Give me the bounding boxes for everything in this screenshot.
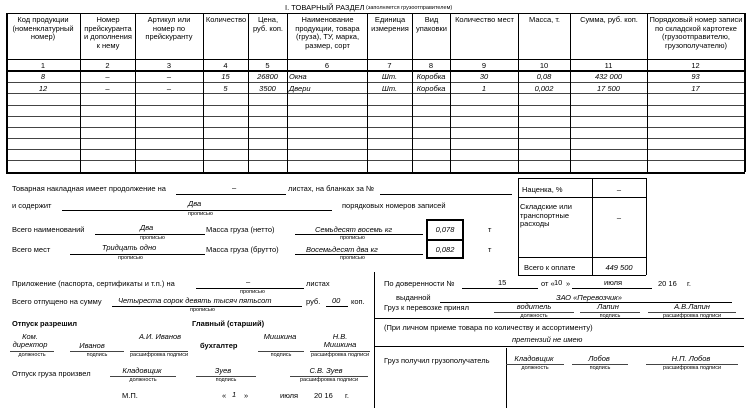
table-row-2-article: – [166, 84, 172, 93]
table-row-1-code: 8 [40, 72, 46, 81]
net-caption: прописью [340, 235, 365, 241]
contains-label: и содержит [12, 201, 52, 210]
col-header-unit: Единица измерения [371, 15, 409, 33]
continuation-label: Товарная накладная имеет продолжение на [12, 184, 166, 193]
release-position: Ком. директор [12, 332, 48, 350]
table-row-2-record: 17 [691, 84, 700, 93]
accepted-label: Груз к перевозке принял [384, 303, 469, 312]
col-num: 6 [324, 61, 330, 70]
issued-label: выданной [396, 293, 431, 302]
names-label: Всего наименований [12, 225, 85, 234]
table-row-1-price: 26800 [257, 72, 278, 81]
table-row-1-places: 30 [479, 72, 489, 81]
col-header-qty: Количество [205, 15, 247, 24]
made-position-caption: должность [129, 377, 157, 383]
col-num: 8 [428, 61, 434, 70]
stamp-mp: М.П. [122, 391, 138, 400]
release-fio: А.И. Иванов [138, 332, 182, 341]
release-fio-caption: расшифровка подписи [129, 352, 189, 358]
col-num: 9 [481, 61, 487, 70]
contains-tail: порядковых номеров записей [342, 201, 446, 210]
table-row-1-article: – [166, 72, 172, 81]
proxy-number: 15 [498, 278, 507, 287]
release-position-caption: должность [18, 352, 46, 358]
shipped-rub: руб. [306, 297, 321, 306]
col-header-mass: Масса, т. [528, 15, 561, 24]
proxy-from: от « [541, 279, 555, 288]
accepted-sign: Лапин [597, 302, 619, 311]
release-sign: Иванов [79, 341, 105, 350]
col-header-name: Наименование продукции, товара (груза), ТУ, марка, размер, сорт [295, 15, 360, 50]
col-header-code: Код продукции (номенклатурный номер) [12, 15, 74, 42]
col-header-sum: Сумма, руб. коп. [580, 15, 638, 24]
col-num: 5 [265, 61, 270, 70]
costs-value: – [616, 213, 622, 222]
costs-label: Складские или транспортные расходы [520, 202, 572, 229]
table-row-1-mass: 0,08 [536, 72, 552, 81]
markup-value: – [616, 185, 622, 194]
col-header-price: Цена, руб. коп. [252, 15, 284, 33]
attachments-value: – [246, 277, 251, 286]
proxy-month: июля [604, 278, 623, 287]
table-row-2-price: 3500 [259, 84, 276, 93]
col-header-article: Артикул или номер по прейскуранту [145, 15, 193, 42]
proxy-quote-close: » [566, 279, 571, 288]
date-quote-open: « [222, 391, 227, 400]
date-quote-close: » [244, 391, 249, 400]
accepted-position-caption: должность [520, 313, 548, 319]
shipped-kop: коп. [351, 297, 365, 306]
buh-sign-caption: подпись [270, 352, 292, 358]
attachments-label: Приложение (паспорта, сертификаты и т.п.) на [12, 279, 175, 288]
net-value: 0,078 [435, 225, 455, 234]
made-position: Кладовщик [122, 366, 162, 375]
col-num: 3 [166, 61, 172, 70]
release-year-suffix: г. [345, 391, 349, 400]
table-row-2-code: 12 [38, 84, 48, 93]
places-label: Всего мест [12, 245, 51, 254]
table-row-2-pack: Коробка [416, 84, 446, 93]
issued-value: ЗАО «Перевозчик» [556, 293, 622, 302]
table-row-1-record: 93 [691, 72, 700, 81]
table-row-1-sum: 432 000 [594, 72, 623, 81]
proxy-year: 20 16 [658, 279, 677, 288]
places-value: Тридцать одно [102, 243, 157, 252]
contains-caption: прописью [188, 211, 213, 217]
received-fio-caption: расшифровка подписи [662, 365, 722, 371]
total-label: Всего к оплате [524, 263, 576, 272]
made-fio-caption: расшифровка подписи [299, 377, 359, 383]
accepted-fio: А.В.Лапин [674, 302, 710, 311]
proxy-year-suffix: г. [687, 279, 691, 288]
col-num: 2 [105, 61, 110, 70]
accepted-sign-caption: подпись [599, 313, 621, 319]
release-year: 20 16 [314, 391, 333, 400]
proxy-day: 10 [554, 278, 563, 287]
col-header-places: Количество мест [455, 15, 514, 24]
col-num: 7 [387, 61, 392, 70]
accepted-position: водитель [516, 302, 552, 311]
shipped-kop-value: 00 [332, 296, 341, 305]
received-sign: Лобов [588, 354, 610, 363]
gross-words: Восемьдесят два кг [306, 245, 378, 254]
names-caption: прописью [140, 235, 165, 241]
received-position-caption: должность [521, 365, 549, 371]
places-caption: прописью [118, 255, 143, 261]
table-row-1-qty: 15 [221, 72, 230, 81]
table-row-2-qty: 5 [223, 84, 228, 93]
made-fio: С.В. Зуев [309, 366, 343, 375]
total-value: 449 500 [605, 263, 633, 272]
table-row-2-places: 1 [481, 84, 487, 93]
net-words: Семьдесят восемь кг [315, 225, 393, 234]
net-label: Масса груза (нетто) [206, 225, 275, 234]
table-row-2-mass: 0,002 [534, 84, 554, 93]
buh-fio-caption: расшифровка подписи [310, 352, 370, 358]
attachments-caption: прописью [240, 289, 265, 295]
release-sign-caption: подпись [86, 352, 108, 358]
names-value: Два [140, 223, 154, 232]
claim-label: (При личном приеме товара по количеству и ассортименту) [384, 323, 593, 332]
markup-label: Наценка, % [522, 185, 563, 194]
shipped-caption: прописью [190, 307, 215, 313]
table-row-1-unit: Шт. [381, 72, 398, 81]
made-label: Отпуск груза произвел [12, 369, 91, 378]
table-row-2-sum: 17 500 [597, 84, 620, 93]
col-num: 1 [40, 61, 46, 70]
received-position: Кладовщик [514, 354, 554, 363]
shipped-label: Всего отпущено на сумму [12, 297, 102, 306]
col-header-price-list: Номер прейскуранта и дополнения к нему [84, 15, 132, 50]
col-num: 10 [539, 61, 549, 70]
continuation-mid: листах, на бланках за № [288, 184, 374, 193]
received-fio: Н.П. Лобов [671, 354, 711, 363]
buh-label: бухгалтер [200, 341, 238, 350]
col-num: 4 [223, 61, 228, 70]
table-row-2-name: Двери [289, 84, 311, 93]
table-row-1-pack: Коробка [416, 72, 446, 81]
attachments-tail: листах [306, 279, 330, 288]
accepted-fio-caption: расшифровка подписи [662, 313, 722, 319]
col-num: 12 [691, 61, 700, 70]
chief-label: Главный (старший) [192, 319, 265, 328]
buh-sign: Мишкина [263, 332, 297, 341]
col-header-pack: Вид упаковки [416, 15, 447, 33]
continuation-sheets: – [232, 183, 237, 192]
proxy-label: По доверенности № [384, 279, 455, 288]
table-row-2-unit: Шт. [381, 84, 398, 93]
received-label: Груз получил грузополучатель [384, 356, 490, 365]
col-header-record: Порядковый номер записи по складской картотеке (грузоотправителю, грузополучателю) [649, 15, 743, 50]
gross-unit: т [488, 245, 492, 254]
shipped-value: Четыреста сорок девять тысяч пятьсот [118, 296, 272, 305]
contains-value: Два [188, 199, 202, 208]
gross-value: 0,082 [435, 245, 455, 254]
gross-caption: прописью [340, 255, 365, 261]
allowed-label: Отпуск разрешил [12, 319, 77, 328]
table-row-1-name: Окна [289, 72, 307, 81]
received-sign-caption: подпись [589, 365, 611, 371]
net-unit: т [488, 225, 492, 234]
section-title: I. ТОВАРНЫЙ РАЗДЕЛ [285, 3, 365, 12]
made-sign: Зуев [214, 366, 232, 375]
claim-value: претензий не имею [512, 335, 583, 344]
release-day: 1 [232, 390, 237, 399]
made-sign-caption: подпись [215, 377, 237, 383]
table-row-2-price-list: – [105, 84, 110, 93]
section-note: (заполняется грузоотправителем) [366, 5, 453, 11]
gross-label: Масса груза (брутто) [206, 245, 279, 254]
buh-fio: Н.В. Мишкина [323, 332, 357, 350]
release-month: июля [280, 391, 299, 400]
col-num: 11 [604, 61, 613, 70]
table-row-1-price-list: – [105, 72, 110, 81]
